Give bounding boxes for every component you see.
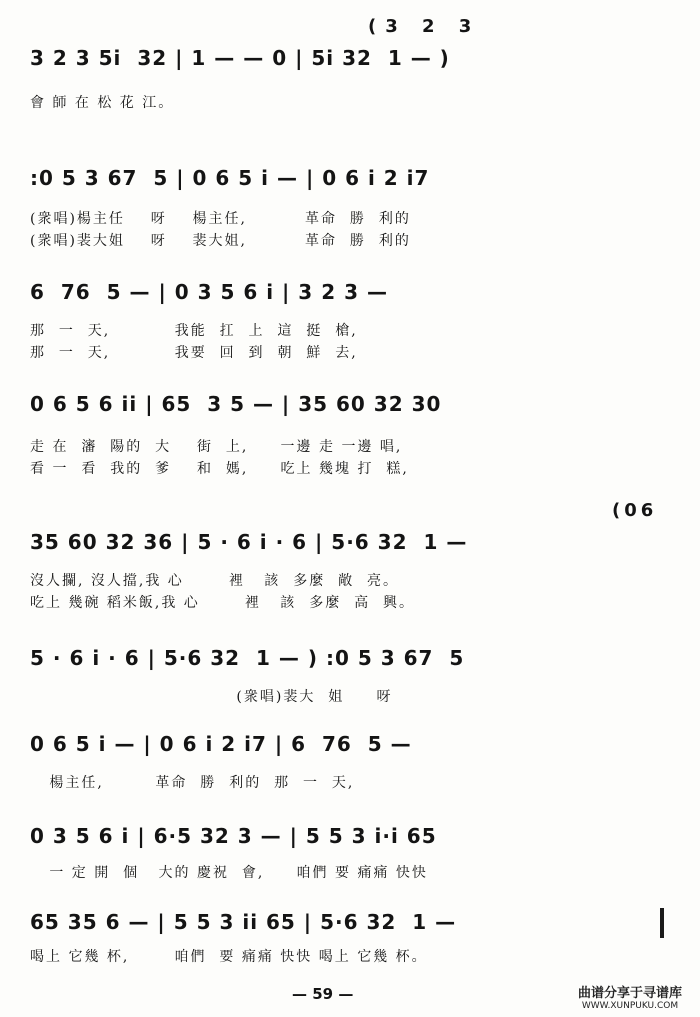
lyric-line: 看 一 看 我的 爹 和 媽, 吃上 幾塊 打 糕, bbox=[30, 461, 409, 477]
lyric-line: 吃上 幾碗 稻米飯,我 心 裡 該 多麼 高 興。 bbox=[30, 595, 416, 611]
lyric-line: 一 定 開 個 大的 慶祝 會, 咱們 要 痛痛 快快 bbox=[30, 865, 428, 881]
final-barline bbox=[660, 908, 664, 938]
notes-line: 0 3 5 6 i | 6·5 32 3 — | 5 5 3 i·i 65 bbox=[30, 824, 437, 848]
intro-notes: (3 2 3 bbox=[368, 16, 481, 37]
notes-line: 5 · 6 i · 6 | 5·6 32 1 — ) :0 5 3 67 5 bbox=[30, 646, 465, 670]
lyric-line: 那 一 天, 我要 回 到 朝 鮮 去, bbox=[30, 345, 358, 361]
lyric-line: (衆唱)裴大姐 呀 裴大姐, 革命 勝 利的 bbox=[30, 233, 411, 249]
lyric-line: 楊主任, 革命 勝 利的 那 一 天, bbox=[30, 775, 355, 791]
lower-intro-notes: (06 bbox=[612, 500, 658, 521]
lyric-line: 會 師 在 松 花 江。 bbox=[30, 95, 175, 111]
watermark-line-2: WWW.XUNPUKU.COM bbox=[581, 1001, 679, 1011]
lyric-line: 走 在 瀋 陽的 大 街 上, 一邊 走 一邊 唱, bbox=[30, 439, 403, 455]
lyric-line: (衆唱)裴大 姐 呀 bbox=[30, 689, 393, 705]
lyric-line: (衆唱)楊主任 呀 楊主任, 革命 勝 利的 bbox=[30, 211, 411, 227]
notes-line: 65 35 6 — | 5 5 3 ii 65 | 5·6 32 1 — bbox=[30, 910, 457, 934]
lyric-line: 那 一 天, 我能 扛 上 這 挺 槍, bbox=[30, 323, 358, 339]
watermark-line-1: 曲谱分享于寻谱库 bbox=[577, 986, 682, 1001]
lyric-line: 沒人攔, 沒人擋,我 心 裡 該 多麼 敞 亮。 bbox=[30, 573, 400, 589]
notes-line: 0 6 5 i — | 0 6 i 2 i7 | 6 76 5 — bbox=[30, 732, 412, 756]
notes-line: 3 2 3 5i 32 | 1 — — 0 | 5i 32 1 — ) bbox=[30, 46, 450, 70]
lyric-line: 喝上 它幾 杯, 咱們 要 痛痛 快快 喝上 它幾 杯。 bbox=[30, 949, 428, 965]
notes-line: 6 76 5 — | 0 3 5 6 i | 3 2 3 — bbox=[30, 280, 388, 304]
watermark bbox=[578, 982, 682, 1011]
page-number: — 59 — bbox=[292, 985, 354, 1003]
notes-line: 35 60 32 36 | 5 · 6 i · 6 | 5·6 32 1 — bbox=[30, 530, 468, 554]
notes-line: :0 5 3 67 5 | 0 6 5 i — | 0 6 i 2 i7 bbox=[30, 166, 430, 190]
notes-line: 0 6 5 6 ii | 65 3 5 — | 35 60 32 30 bbox=[30, 392, 442, 416]
